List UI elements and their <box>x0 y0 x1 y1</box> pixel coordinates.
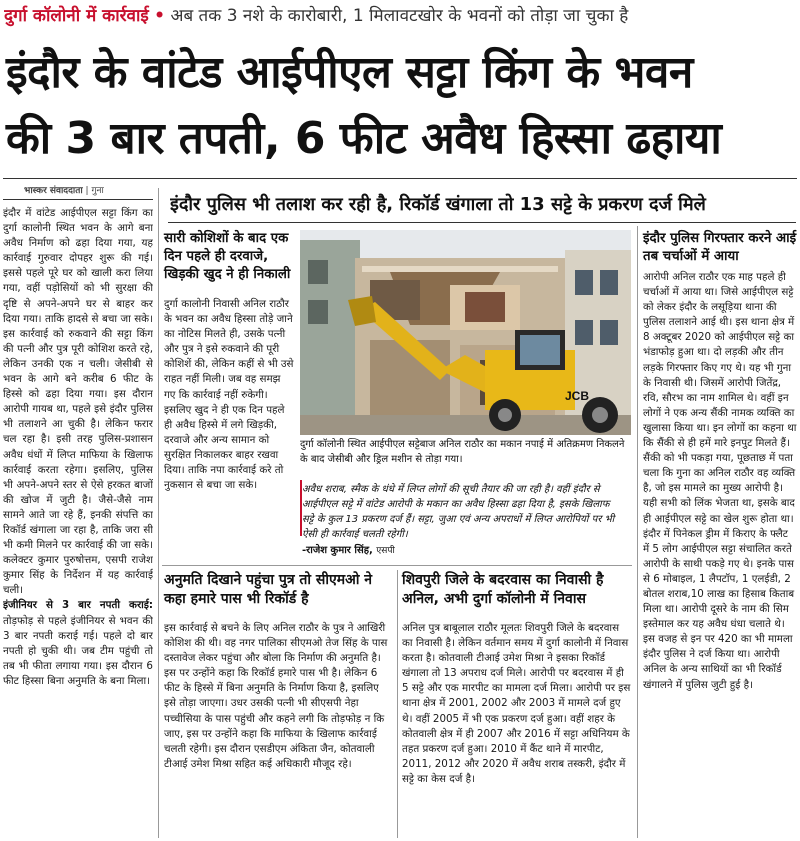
col1-para-1: इंदौर में वांटेड आईपीएल सट्टा किंग का दुर्गा कालोनी स्थित भवन के आगे बना अवैध निर्माण को ढहा दिया गया, यह कार्रवाई गुरुवार दोपहर शुरू की गई। इससे पहले पूरे घर को खाली करा लिया गया, वहीं पड़ोसियों को भी सुरक्षा की दृष्टि से अपने-अपने घर से बाहर कर दिया गया। ताकि हादसे से बचा जा सके। इस कार्रवाई को रुकवाने की सट्टा किंग की पत्नी और पुत्र पूरी कोशिश करते रहे, लेकिन उनकी एक न चली। जेसीबी से भवन के आगे बने करीब 6 फीट के हिस्से को ढहा दिया गया। इस दौरान आरोपी गायब था, पहले इसे इंदौर पुलिस भी तलाशने आ चुकी है। लेकिन फरार चल रहा है। इसी तरह पुलिस-प्रशासन अवैध धंधों में लिप्त माफिया के खिलाफ कार्रवाई करता रहेगा। इसलिए, पुलिस भी अपने-अपने स्तर से ऐसे हरकत बाजों की खोज में जुटी है। जैसे-जैसे नाम सामने आते जा रहे हैं, इनकी संपत्ति का रिकॉर्ड खंगाला जा रहा है, ताकि जरा सी भी कमी मिलने पर कार्रवाई की जा सके। कलेक्टर कुमार पुरुषोत्तम, एसपी राजेश कुमार सिंह के निर्देशन में यह कार्रवाई चली। <box>3 207 153 597</box>
col3-body: अनिल पुत्र बाबूलाल राठौर मूलतः शिवपुरी जिले के बदरवास का निवासी है। लेकिन वर्तमान समय में दुर्गा कालोनी में निवास करता है। कोतवाली टीआई उमेश मिश्रा ने इसका रिकॉर्ड खंगाला तो 13 अपराध दर्ज मिले। आरोपी पर बदरवास में ही 5 सट्टे और एक मारपीट का मामला दर्ज मिला। आरोपी पर इस थाना क्षेत्र में 2001, 2002 और 2003 में मामले दर्ज हुए थे। वहीं 2005 में भी एक प्रकरण दर्ज हुआ। वहीं शहर के कोतवाली क्षेत्र में ही 2007 और 2016 में सट्टा अधिनियम के तहत प्रकरण दर्ज हुआ। 2010 में कैंट थाने में मारपीट, 2011, 2012 और 2020 में अवैध शराब तस्करी, इंदौर में सट्टे का केस दर्ज है। <box>402 622 631 785</box>
col2b-body: इस कार्रवाई से बचने के लिए अनिल राठौर के पुत्र ने आखिरी कोशिश की थी। वह नगर पालिका सीएमओ तेज सिंह के पास दस्तावेज लेकर पहुंचा और बोला कि निर्माण की अनुमति है। इस पर उन्होंने कहा कि रिकॉर्ड हमारे पास भी है। लेकिन 6 फीट के हिस्से में बिना अनुमति के निर्माण किया है, इसलिए इसे तोड़ा जाएगा। उधर उसकी पत्नी भी सीएसपी नेहा पच्चीसिया के पास पहुंची और कहने लगी कि तोड़फोड़ न कि जाए, इस पर उन्होंने कहा कि माफिया के खिलाफ कार्रवाई चलती रहेगी। इस दौरान एसडीएम अंकिता जैन, कोतवाली टीआई उमेश मिश्रा सहित कई अधिकारी मौजूद रहे। <box>164 622 388 770</box>
headline-line-1: इंदौर के वांटेड आईपीएल सट्टा किंग के भवन <box>6 47 693 98</box>
col2-body: दुर्गा कालोनी निवासी अनिल राठौर के भवन का अवैध हिस्सा तोड़े जाने का नोटिस मिलते ही, उसके पत्नी और पुत्र ने इसे रुकवाने की पूरी कोशिशें की, लेकिन कहीं से भी उसे राहत नहीं मिली। जब वह समझ गए कि कार्रवाई नहीं रुकेगी। इसलिए खुद ने ही एक दिन पहले ही अवैध हिस्से में लगे खिड़की, दरवाजे और अन्य सामान को सुरक्षित निकालकर बाहर रखवा दिया। ताकि नपा कार्रवाई करे तो नुकसान से बचा जा सके। <box>164 298 294 492</box>
col2-subhead <box>164 230 294 284</box>
section-label: दुर्गा कॉलोनी में कार्रवाई <box>4 6 149 26</box>
sp-quote-text: अवैध शराब, स्मैक के धंधे में लिप्त लोगों की सूची तैयार की जा रही है। वहीं इंदौर से आईपीएल सट्टे में वांटेड आरोपी के मकान का अवैध हिस्सा ढहा दिया है, इसके खिलाफ सट्टे के कुल 13 प्रकरण दर्ज हैं। सट्टा, जुआ एवं अन्य अपराधों में लिप्त आरोपियों पर भी ऐसी ही कार्रवाई चलती रहेगी। <box>302 484 615 540</box>
strap-rule <box>168 222 796 223</box>
byline-rule <box>3 199 153 200</box>
col2-subhead-text: सारी कोशिशों के बाद एक दिन पहले ही दरवाजे, खिड़की खुद ने ही निकाली <box>164 231 291 282</box>
photo-caption: दुर्गा कॉलोनी स्थित आईपीएल सट्टेबाज अनिल राठौर का मकान नपाई में अतिक्रमण निकलने के बाद जेसीबी और ड्रिल मशीन से तोड़ा गया। <box>300 439 625 465</box>
jcb-label: JCB <box>565 389 590 403</box>
sp-quote <box>302 482 622 559</box>
col4-body: आरोपी अनिल राठौर एक माह पहले ही चर्चाओं में आया था। जिसे आईपीएल सट्टे को लेकर इंदौर के लसूड़िया थाना की पुलिस तलाशने आई थी। इस थाना क्षेत्र में 8 अक्टूबर 2020 को आईपीएल सट्टे का भंडाफोड़ हुआ था। दो लड़की और तीन लड़के गिरफ्तार किए गए थे। यह भी गुना के निवासी थी। जिसमें आरोपी जितेंद्र, रवि, सौरभ का नाम शामिल थे। वहीं इन लोगों ने एक अन्य सैंकी नामक व्यक्ति का खुलासा किया था। इन लोगों का कहना था कि सैंकी से ही हमें मारे इनपुट मिलते हैं। सैंकी को भी पकड़ा गया, पूछताछ में पता चला कि गुना का अनिल राठौर वह व्यक्ति है, जो इस मामले का मुख्य आरोपी है। यही सभी को लिंक भेजता था, इसके बाद ही आईपीएल सट्टे का खेल शुरू होता था। इंदौर में पिनेकल ड्रीम में किराए के फ्लैट में 5 लोग आईपीएल सट्टा संचालित करते आरोपी के साथी पकड़े गए थे। इनके पास से 6 मोबाइल, 1 लैपटॉप, 1 एलईडी, 2 बोतल शराब,10 लाख का हिसाब किताब मिला था। आरोपी दूसरे के नाम की सिम इस्तेमाल कर यह अवैध धंधा चलाते थे। इस वजह से इन पर 420 का भी मामला इंदौर पुलिस ने दर्ज किया था। आरोपी अनिल के अन्य साथियों का भी रिकॉर्ड खंगालने में पुलिस जुटी हुई है। <box>643 271 797 691</box>
kicker-bullet: • <box>154 6 166 26</box>
byline-place: गुना <box>91 186 104 196</box>
demolition-photo-illustration <box>300 230 631 435</box>
sp-quote-role: एसपी <box>376 546 395 556</box>
column-1 <box>3 206 153 836</box>
byline-reporter: भास्कर संवाददाता <box>24 186 83 196</box>
sp-quote-author: -राजेश कुमार सिंह, <box>302 545 373 556</box>
mid-rule <box>162 565 632 566</box>
news-photo <box>300 230 631 435</box>
kicker <box>4 3 798 29</box>
headline-line-2: की 3 बार तपती, 6 फीट अवैध हिस्सा ढहाया <box>6 113 722 164</box>
headline <box>6 40 796 172</box>
headline-rule <box>3 178 797 179</box>
strap-headline: इंदौर पुलिस भी तलाश कर रही है, रिकॉर्ड खंगाला तो 13 सट्टे के प्रकरण दर्ज मिले <box>170 194 706 215</box>
col-separator-mid <box>397 570 398 838</box>
col1-para-2: तोड़फोड़ से पहले इंजीनियर से भवन की 3 बार नपती कराई गई। पहले दो बार नपती हो चुकी थी। जब टीम पहुंची तो तब भी फीता लगाया गया। इस दौरान 6 फीट हिस्सा बिना अनुमति के बना मिला। <box>3 614 153 687</box>
kicker-text: अब तक 3 नशे के कारोबारी, 1 मिलावटखोर के भवनों को तोड़ा जा चुका है <box>170 6 629 26</box>
byline: भास्कर संवाददाता | गुना <box>24 186 104 196</box>
col4-subhead: इंदौर पुलिस गिरफ्तार करने आई तब चर्चाओं में आया <box>643 231 797 264</box>
col3-subhead: शिवपुरी जिले के बदरवास का निवासी है अनिल, अभी दुर्गा कॉलोनी में निवास <box>402 572 604 607</box>
col-separator-2 <box>637 226 638 838</box>
col2b-subhead: अनुमति दिखाने पहुंचा पुत्र तो सीएमओ ने कहा हमारे पास भी रिकॉर्ड है <box>164 572 373 607</box>
col1-subhead: इंजीनियर से 3 बार नपती कराई: <box>3 599 153 612</box>
col-separator-1 <box>158 188 159 838</box>
